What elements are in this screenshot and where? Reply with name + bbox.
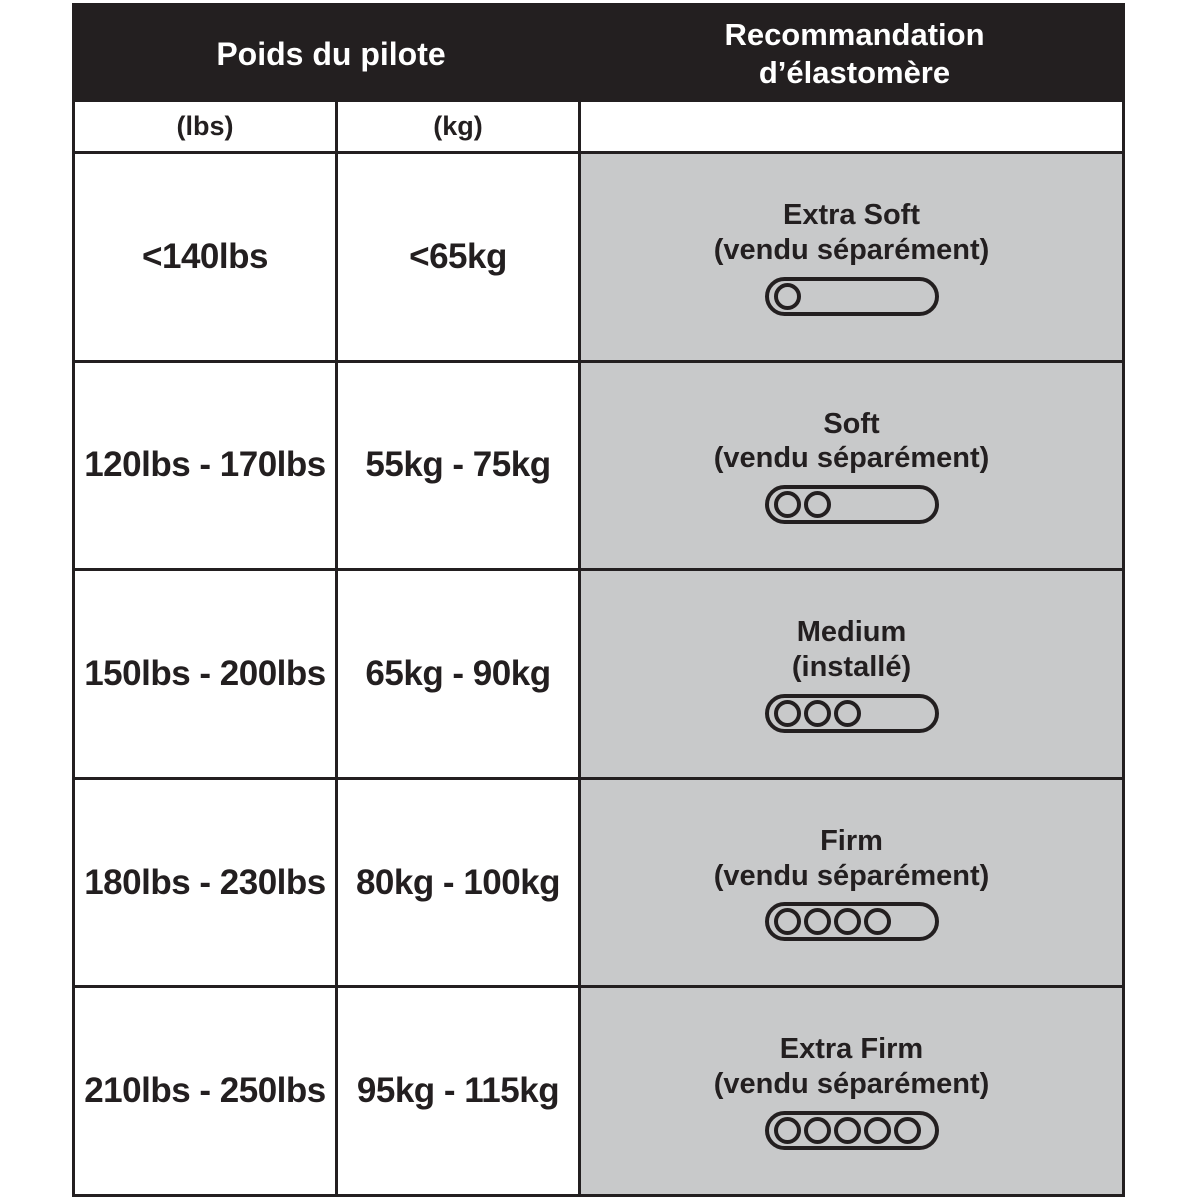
elastomer-dot [894, 1117, 921, 1144]
recommendation-cell [581, 780, 1122, 986]
subheader-lbs: (lbs) [75, 102, 338, 151]
elastomer-dot [864, 908, 891, 935]
elastomer-name: Medium [796, 616, 907, 649]
recommendation-table [72, 3, 1125, 1197]
elastomer-dot [834, 908, 861, 935]
table-subheader-row [75, 102, 1122, 154]
recommendation-cell [581, 988, 1122, 1194]
weight-kg-cell: 55kg - 75kg [338, 363, 581, 569]
weight-kg-cell: 95kg - 115kg [338, 988, 581, 1194]
elastomer-count-icon [765, 694, 939, 733]
elastomer-count-icon [765, 1111, 939, 1150]
elastomer-dot [774, 283, 801, 310]
availability-note: (vendu séparément) [713, 442, 990, 475]
elastomer-dot [774, 908, 801, 935]
weight-lbs-cell: 210lbs - 250lbs [75, 988, 338, 1194]
elastomer-dot [804, 908, 831, 935]
elastomer-name: Extra Soft [783, 199, 920, 231]
weight-kg-cell: 65kg - 90kg [338, 571, 581, 777]
table-row [75, 363, 1122, 572]
table-row [75, 988, 1122, 1194]
elastomer-dot [774, 491, 801, 518]
table-body [75, 154, 1122, 1194]
header-recommendation-line1: Recommandation [724, 17, 985, 53]
weight-lbs-cell: 180lbs - 230lbs [75, 780, 338, 986]
availability-note: (vendu séparément) [713, 233, 990, 266]
header-recommendation-line2: d’élastomère [758, 55, 951, 90]
elastomer-count-icon [765, 485, 939, 524]
elastomer-dot [804, 491, 831, 518]
elastomer-dot [804, 1117, 831, 1144]
elastomer-name: Firm [820, 824, 883, 857]
weight-kg-cell: <65kg [338, 154, 581, 360]
elastomer-dot [834, 1117, 861, 1144]
weight-lbs-cell: 150lbs - 200lbs [75, 571, 338, 777]
elastomer-dot [774, 1117, 801, 1144]
availability-note: (vendu séparément) [713, 859, 990, 892]
elastomer-dot [834, 700, 861, 727]
subheader-kg: (kg) [338, 102, 581, 151]
availability-note: (installé) [791, 650, 912, 683]
elastomer-name: Soft [823, 407, 880, 440]
table-row [75, 571, 1122, 780]
elastomer-count-icon [765, 277, 939, 316]
elastomer-dot [774, 700, 801, 727]
table-row [75, 780, 1122, 989]
elastomer-dot [864, 1117, 891, 1144]
recommendation-cell [581, 154, 1122, 360]
availability-note: (vendu séparément) [713, 1068, 990, 1101]
recommendation-cell [581, 363, 1122, 569]
table-row [75, 154, 1122, 363]
table-header-row [75, 6, 1122, 102]
subheader-recommendation-empty [581, 102, 1122, 151]
weight-lbs-cell: <140lbs [75, 154, 338, 360]
elastomer-name: Extra Firm [779, 1033, 924, 1066]
elastomer-count-icon [765, 902, 939, 941]
header-elastomer-recommendation [587, 16, 1122, 92]
weight-kg-cell: 80kg - 100kg [338, 780, 581, 986]
header-rider-weight: Poids du pilote [216, 35, 446, 72]
weight-lbs-cell: 120lbs - 170lbs [75, 363, 338, 569]
elastomer-dot [804, 700, 831, 727]
recommendation-cell [581, 571, 1122, 777]
